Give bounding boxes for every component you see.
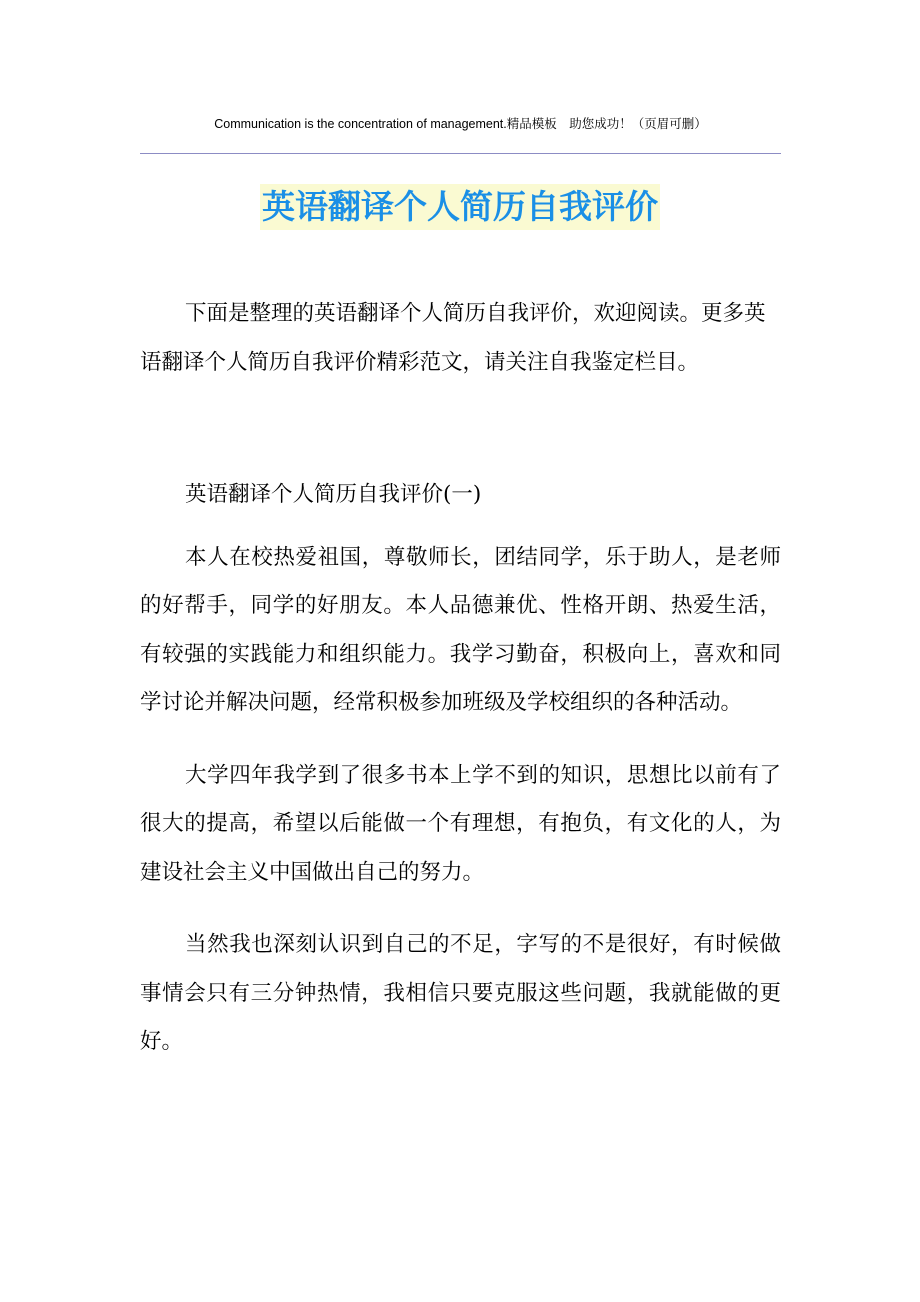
title-container — [0, 184, 920, 230]
intro-paragraph: 下面是整理的英语翻译个人简历自我评价，欢迎阅读。更多英语翻译个人简历自我评价精彩范文，请关注自我鉴定栏目。 — [140, 301, 766, 375]
body-paragraph: 当然我也深刻认识到自己的不足，字写的不是很好，有时候做事情会只有三分钟热情，我相信只要克服这些问题，我就能做的更好。 — [140, 932, 781, 1054]
document-title: 英语翻译个人简历自我评价 — [260, 184, 660, 230]
body-paragraph: 大学四年我学到了很多书本上学不到的知识，思想比以前有了很大的提高，希望以后能做一个有理想，有抱负，有文化的人，为建设社会主义中国做出自己的努力。 — [140, 762, 781, 885]
document-body — [140, 290, 781, 1091]
section-heading: 英语翻译个人简历自我评价(一) — [185, 482, 482, 507]
body-paragraph: 本人在校热爱祖国，尊敬师长，团结同学，乐于助人，是老师的好帮手，同学的好朋友。本人品德兼优、性格开朗、热爱生活，有较强的实践能力和组织能力。我学习勤奋，积极向上，喜欢和同学讨论并解决问题，经常积极参加班级及学校组织的各种活动。 — [140, 544, 781, 715]
header-divider — [140, 153, 781, 154]
page-header: Communication is the concentration of management.精品模板 助您成功！（页眉可删） — [214, 117, 707, 131]
